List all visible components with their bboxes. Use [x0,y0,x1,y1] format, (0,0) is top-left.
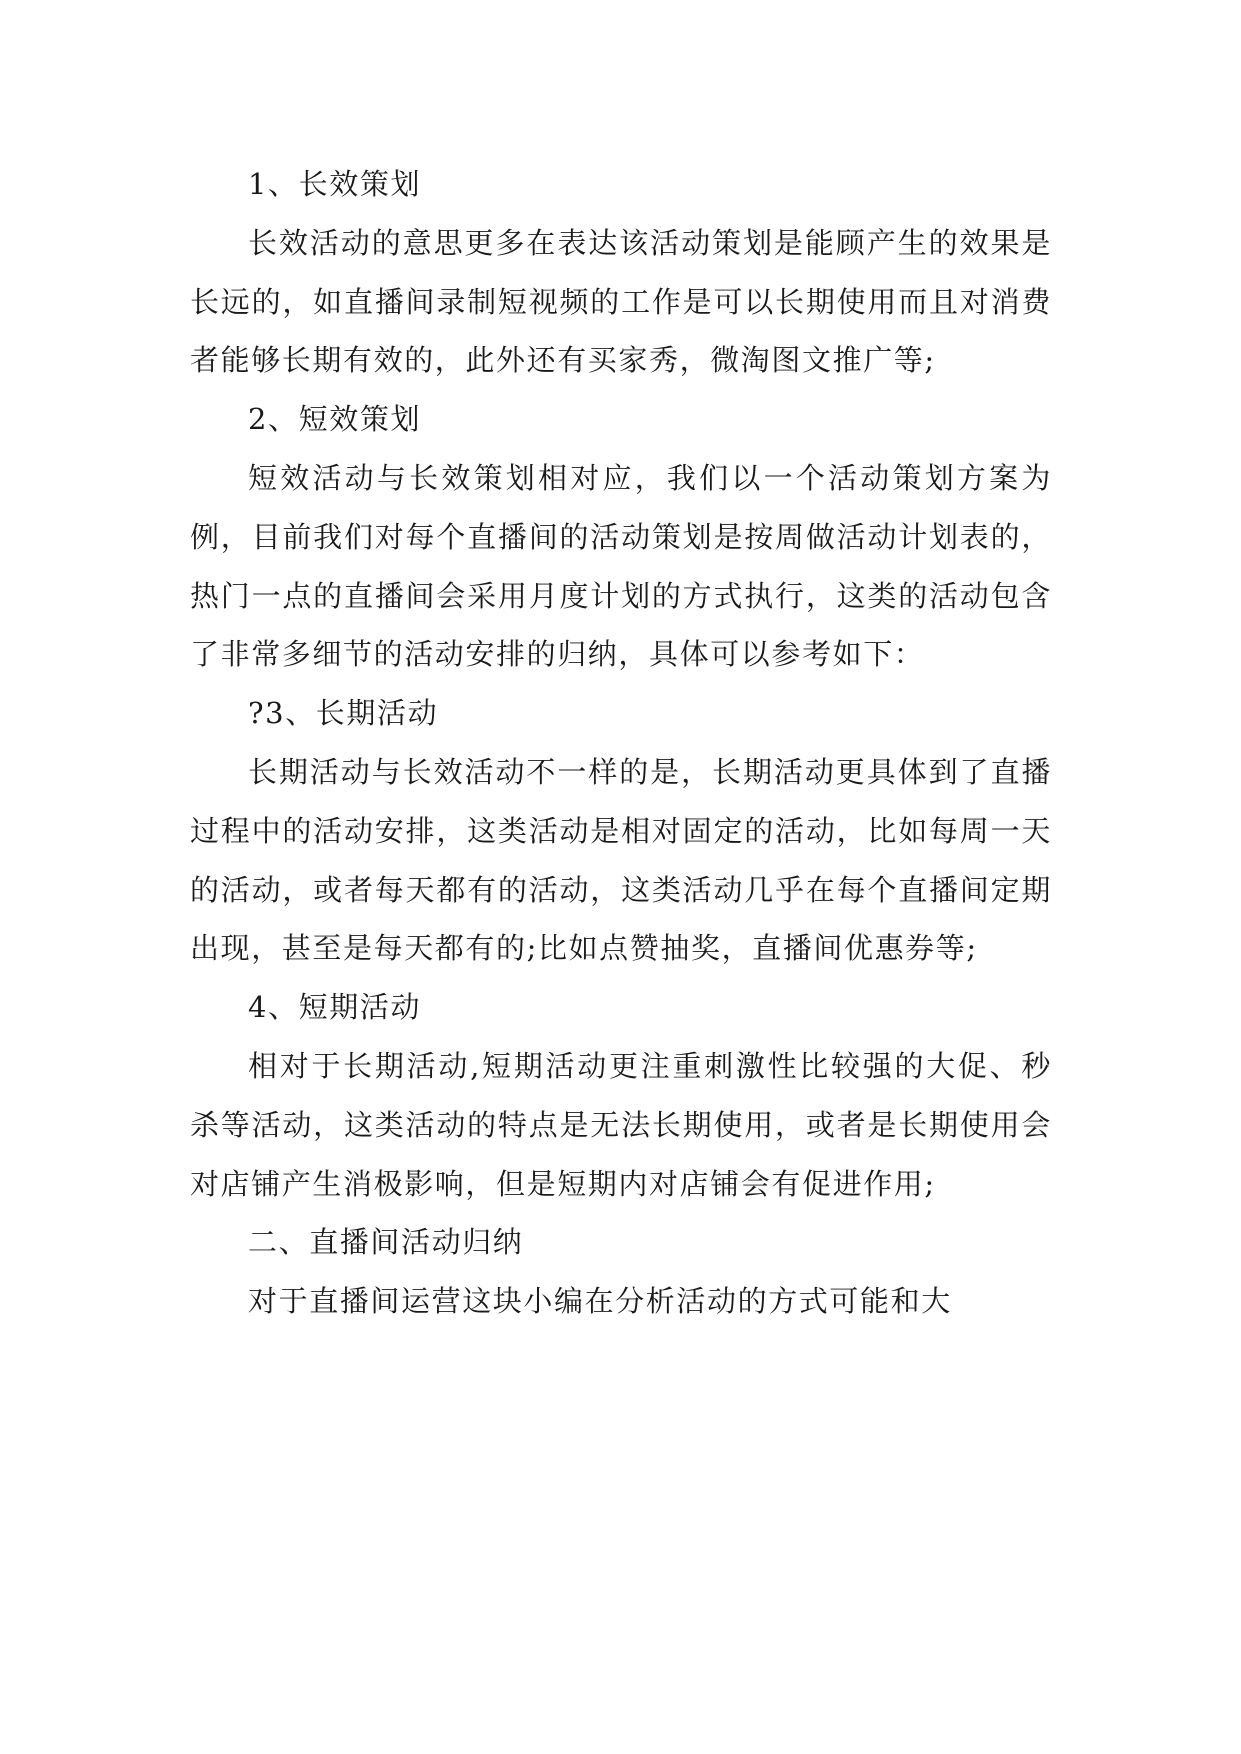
heading-4: 4、短期活动 [248,990,422,1025]
heading-2: 2、短效策划 [248,402,422,437]
paragraph-3: 长期活动与长效活动不一样的是，长期活动更具体到了直播过程中的活动安排，这类活动是相对固定的活动，比如每周一天的活动，或者每天都有的活动，这类活动几乎在每个直播间定期出现，甚至是每天都有的;比如点赞抽奖，直播间优惠券等; [190,754,1052,966]
heading-5: 二、直播间活动归纳 [248,1225,524,1260]
paragraph-4: 相对于长期活动,短期活动更注重刺激性比较强的大促、秒杀等活动，这类活动的特点是无法长期使用，或者是长期使用会对店铺产生消极影响，但是短期内对店铺会有促进作用; [190,1048,1052,1201]
paragraph-5: 对于直播间运营这块小编在分析活动的方式可能和大 [248,1284,952,1319]
heading-1: 1、长效策划 [248,167,422,201]
document-body [190,155,1052,1331]
paragraph-2: 短效活动与长效策划相对应，我们以一个活动策划方案为例，目前我们对每个直播间的活动策划是按周做活动计划表的，热门一点的直播间会采用月度计划的方式执行，这类的活动包含了非常多细节的活动安排的归纳，具体可以参考如下： [190,460,1052,672]
heading-3: ?3、长期活动 [248,696,439,731]
paragraph-1: 长效活动的意思更多在表达该活动策划是能顾产生的效果是长远的，如直播间录制短视频的工作是可以长期使用而且对消费者能够长期有效的，此外还有买家秀，微淘图文推广等; [190,225,1052,378]
